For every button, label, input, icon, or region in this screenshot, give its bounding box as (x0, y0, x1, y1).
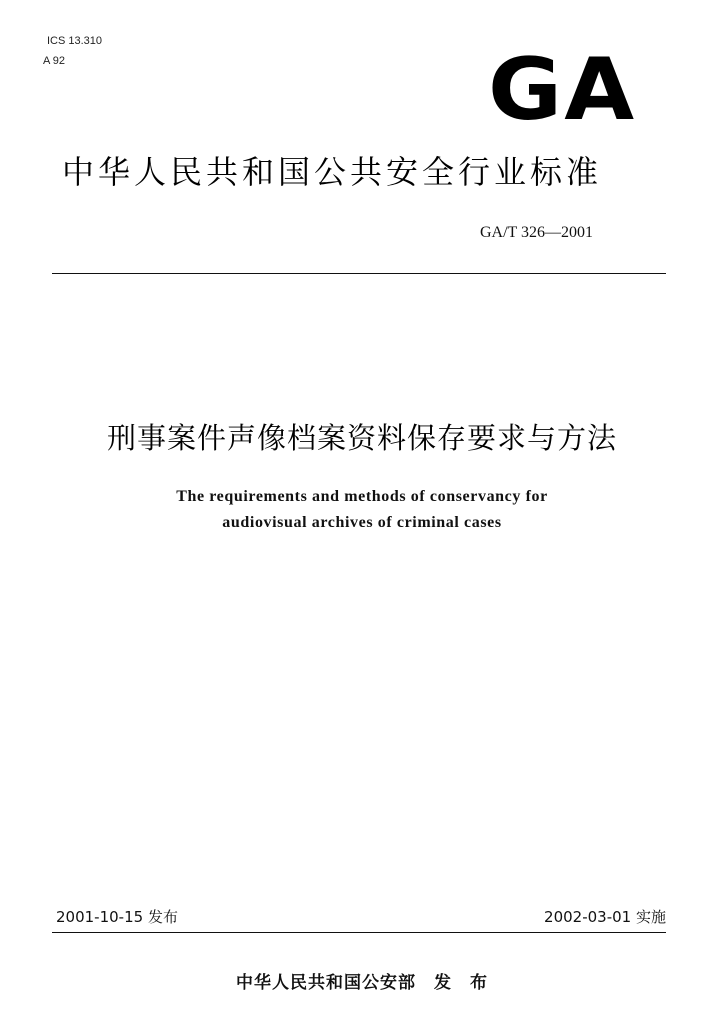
header-divider (52, 273, 666, 274)
ga-logo: GA (488, 40, 637, 140)
ccs-code: A 92 (43, 55, 66, 67)
standard-number: GA/T 326—2001 (480, 224, 594, 241)
english-title-line-2: audiovisual archives of criminal cases (222, 514, 502, 531)
standard-category-title: 中华人民共和国公共安全行业标准 (62, 153, 603, 191)
issue-date: 2001-10-15 发布 (56, 908, 178, 926)
english-title-line-1: The requirements and methods of conservancy for (176, 488, 548, 505)
document-title-english (62, 484, 662, 536)
publisher-line: 中华人民共和国公安部 发 布 (236, 973, 488, 993)
document-title-chinese: 刑事案件声像档案资料保存要求与方法 (106, 421, 617, 455)
implementation-date: 2002-03-01 实施 (544, 908, 666, 926)
ics-code: ICS 13.310 (47, 35, 103, 47)
footer-divider (52, 932, 666, 933)
